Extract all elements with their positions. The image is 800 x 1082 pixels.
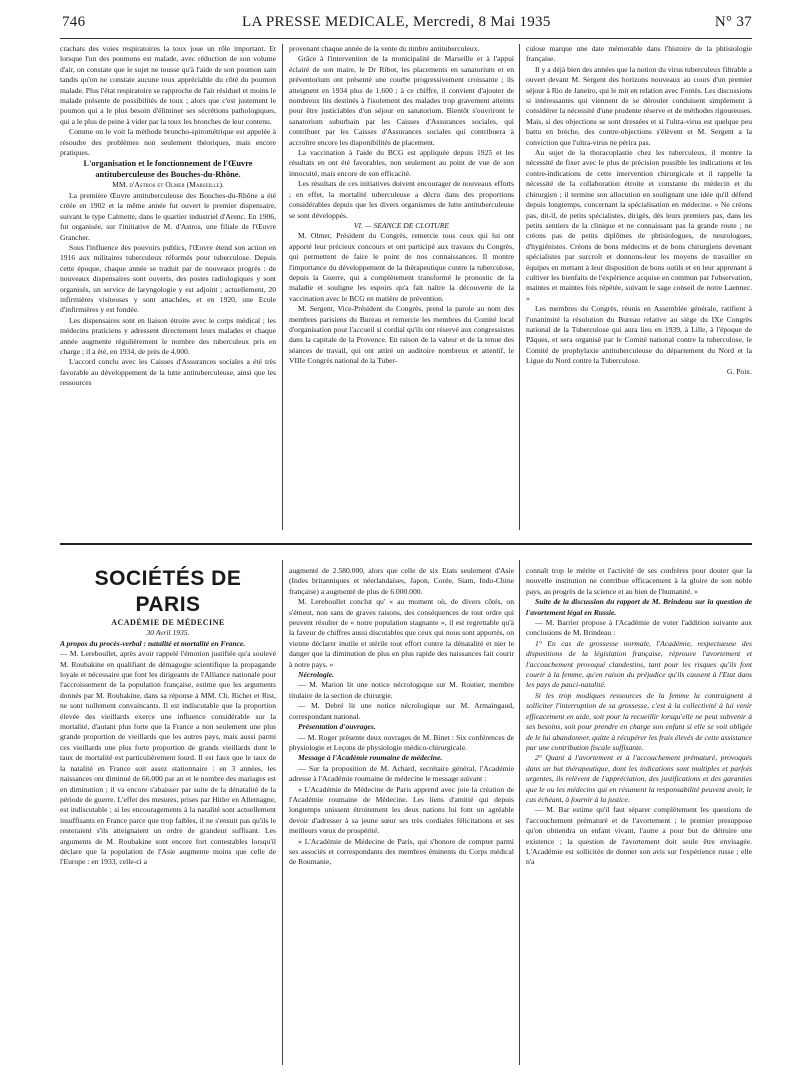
column-divider <box>519 44 520 530</box>
bottom-column-3 <box>526 566 752 1066</box>
paragraph: M. Lereboullet conclut qu' « au moment où, de divers côtés, on s'émeut, non sans de graves raisons, des conséquences de tout ordre qui peuvent résulter de « notre population stagnante », il est regrettable qu'à la faveur de chiffres aussi discutables que ceux qui nous sont apportés, on vienne déclarer inutile et stérile tout effort contre la dénatalité et nier le danger que la diminution de plus en plus rapide des naissances fait courir à notre pays. » <box>289 597 514 669</box>
paragraph: — M. Bar estime qu'il faut séparer complètement les questions de l'accouchement prématuré et de l'avortement ; le premier presuppose qu'on obtiendra un enfant vivant, l'autre a pour but de détruire une existence ; la question de l'avortement doit seule être envisagée. L'Académie est sollicitée de donner son avis sur l'expérience russe ; elle n'a <box>526 805 752 867</box>
paragraph: 1° En cas de grossesse normale, l'Académie, respectueuse des dispositions de la législation française, réprouve l'avortement et l'accouchement provoqué clandestins, tant pour les risques qu'ils font courir à la femme, qu'en raison du préjudice qu'ils causent à l'Etat dans les pays de pauci-natalité. <box>526 638 752 690</box>
paragraph: Il y a déjà bien des années que la notion du virus tuberculeux filtrable a ouvert devant M. Sergent des horizons nouveaux au cours d'un premier séjour à Rio de Janeiro, qui le mit en relation avec Fontès. Les discussions si intéressantes qui viennent de se dérouler conduisent simplement à considérer la nécessité d'une prudente réserve et de méthodes rigoureuses. Mais, si des objections se sont dressées et si l'ultra-virus est quelque peu battu en brèche, des contre-objections s'élèvent et M. Sergent a la conviction que l'ultra-virus ne périra pas. <box>526 64 752 147</box>
top-column-3 <box>526 44 752 534</box>
paragraph: Grâce à l'intervention de la municipalité de Marseille et à l'appui éclairé de son maire, le Dr Ribot, les placements en sanatorium et en préventorium ont présenté une courbe progressivement croissante ; ils atteignent en 1934 plus de 1.600 ; à ce chiffre, il convient d'ajouter de nombreux lits destinés à l'isolement des malades trop gravement atteints pour être justiciables d'un séjour en sanatorium. Bientôt s'ouvriront le sanatorium suburbain par les Caisses d'Assurances sociales, qui contribuer par les Caisses d'Assurances sociales qui contribuera à accroître encore les disponibilités de placement. <box>289 54 514 147</box>
paragraph: Les membres du Congrès, réunis en Assemblée générale, ratifient à l'unanimité la résolution du Bureau relative au siège du IXe Congrès national de la Tuberculose qui aura lieu en 1939, à Lille, à l'époque de Pâques, et sera organisé par le Comité national contre la tuberculose, le Comité de prophylaxie antituberculeuse du département du Nord et la Ligue du Nord contre la Tuberculose. <box>526 304 752 366</box>
paragraph: 2° Quant à l'avortement et à l'accouchement prématuré, provoqués dans un but thérapeutique, dont les indications sont multiples et parfois urgentes, ils relèvent de l'appréciation, des justifications et des garanties que le ou les médecins qui en résument la responsabilité peuvent avoir, le cas échéant, à fournir à la justice. <box>526 753 752 804</box>
header-rule <box>60 38 752 39</box>
paragraph: — M. Roger présente deux ouvrages de M. Binet : Six conférences de physiologie et Leçons de physiologie médico-chirurgicale. <box>289 732 514 752</box>
column-divider <box>282 44 283 530</box>
issue-number: N° 37 <box>714 14 752 30</box>
paragraph: culose marque une date mémorable dans l'histoire de la phtisiologie française. <box>526 44 752 64</box>
paragraph: Les dispensaires sont en liaison étroite avec le corps médical ; les médecins praticiens y adressent directement leurs malades et chaque année augmente régulièrement le nombre des tuberculeux pris en charge ; il a été, en 1934, de près de 4.000. <box>60 315 276 356</box>
page-number: 746 <box>62 14 86 30</box>
page-header <box>62 14 752 34</box>
paragraph: — M. Barrier propose à l'Académie de voter l'addition suivante aux conclusions de M. Brindeau : <box>526 618 752 638</box>
section-rule <box>60 543 752 545</box>
journal-title: LA PRESSE MEDICALE, Mercredi, 8 Mai 1935 <box>242 14 551 30</box>
topic-heading: Nécrologie. <box>298 670 335 680</box>
paragraph: La première Œuvre antituberculeuse des Bouches-du-Rhône a été créée en 1902 et la même année fut ouvert le premier dispensaire, suivant le type Calmette, dans le quartier industriel d'Arenc. En 1906, fut organisée, sur l'initiative de M. d'Astros, une filiale de l'Œuvre Grancher. <box>60 190 276 242</box>
paragraph: Sous l'influence des pouvoirs publics, l'Œuvre étend son action en 1916 aux militaires tuberculeux réformés pour tuberculose. Depuis cette époque, chaque année se traduit par de nouveaux progrès : de nouveaux dispensaires sont ouverts, des postes radiologiques y sont organisés, un service de laryngologie y est adjoint ; actuellement, 20 infirmières visiteuses y sont attachées, et en 1920, une Ecole d'infirmières y est fondée. <box>60 242 276 315</box>
topic-heading: A propos du procès-verbal : natalité et mortalité en France. <box>60 638 246 648</box>
topic-heading: Suite de la discussion du rapport de M. Brindeau sur la question de l'avortement légal en Russie. <box>526 597 752 617</box>
session-date: 30 Avril 1935. <box>146 628 190 638</box>
paragraph: — M. Lereboullet, après avoir rappelé l'émotion justifiée qu'a soulevé M. Roubakine en qualifiant de démagogie scientifique la propagande loyale et nécessaire que font les dirigeants de l'Alliance nationale pour l'accroissement de la population française, estime que les arguments donnés par M. Roubakine, dans sa réponse à MM. Ch. Richet et Rist, ne sont nullement convaincants. Il est indiscutable que la proportion élevée des vieillards exerce une influence considérable sur la mortalité, d'autant plus forte que la France a non seulement une plus grande proportion de vieillards que les autres pays, mais aussi parmi ces vieillards une plus forte proportion de grands vieillards dont le taux de mortalité est particulièrement lourd. Il est faux que le taux de la natalité en France soit assez stationnaire : en 3 années, les naissances ont diminué de 66.000 par an et le nombre des mariages est en diminution ; il va encore s'abaisser par suite de la dénatalité de la période de guerre. L'effet des mesures, prises par Hitler en Allemagne, est indiscutable ; si les encouragements à la natalité sont actuellement insuffisants en France parce que trop faibles, il ne s'ensuit pas qu'ils le resteraient s'ils atteignaient un ordre de grandeur suffisant. Les arguments de M. Roubakine sont encore fort contestables lorsqu'il déclare que la population de l'Asie augmente moins que celle de l'Europe : en 1933, celle-ci a <box>60 649 276 867</box>
article-authors: MM. d'Astros et Olmer (Marseille). <box>112 180 224 190</box>
paragraph: « L'Académie de Médecine de Paris, qui s'honore de compter parmi ses associés et correspondants des membres éminents du Corps médical de Roumanie, <box>289 836 514 867</box>
paragraph: — M. Debré lit une notice nécrologique sur M. Armaingaud, correspondant national. <box>289 701 514 721</box>
paragraph: Au sujet de la thoracoplastie chez les tuberculeux, il montre la nécessité de fixer avec le plus de précision possible les indications et les contre-indications de cette intervention chirurgicale et il rappelle la nécessité de la collaboration étroite et constante du médecin et du chirurgien ; il termine son allocution en soulignant une idée qu'il défend depuis longtemps, concernant la spécialisation en médecine. « Ne créons pas, dit-il, de petits spécialistes, dirigés, dès leurs premiers pas, dans les petits sentiers de la clinique et ne connaissant pas la grande route ; ne créons pas de petits diplômes de phtisiologues, de neurologues, d'hygiénistes. Créons de bons médecins et de bons chirurgiens devenant spécialistes par surcroît et donnons-leur les moyens de travailler en équipes en mettant à leur disposition de bons outils et en leur apprenant à cultiver les bienfaits de l'expérience acquise en commun par l'observation, maintes et maintes fois répétée, suivant le sage conseil de notre Laennec. » <box>526 148 752 303</box>
topic-heading: Présentation d'ouvrages. <box>298 722 376 732</box>
article-heading: L'organisation et le fonctionnement de l'Œuvre antituberculeuse des Bouches-du-Rhône. <box>83 159 253 180</box>
paragraph: « L'Académie de Médecine de Paris apprend avec joie la création de l'Académie roumaine de Médecine. Les liens d'amitié qui depuis longtemps unissent étroitement les deux nations lui font un agréable devoir d'adresser à sa jeune sœur ses très cordiales félicitations et ses meilleurs vœux de prospérité. <box>289 784 514 836</box>
signature: G. Poix. <box>726 366 752 376</box>
paragraph: M. Olmer, Président du Congrès, remercie tous ceux qui lui ont apporté leur précieux concours et ont participé aux travaux du Congrès, qui permettent de faire le point de nos connaissances. Il montre l'importance du développement de la thérapeutique contre la tuberculose, depuis la Guerre, qui a complètement transformé le pronostic de la maladie et souligne les espoirs qu'a fait naître la découverte de la vaccination avec le BCG en matière de prévention. <box>289 231 514 303</box>
paragraph: M. Sergent, Vice-Président du Congrès, prend la parole au nom des membres parisiens du Bureau et remercie les membres du Comité local d'organisation pour l'accueil si cordial qu'ils ont réservé aux congressistes dans la capitale de la Provence. En raison de la valeur et de la tenue des séances de travail, qui ont attiré un auditoire nombreux et attentif, le VIIIe Congrès national de la Tuber- <box>289 304 514 366</box>
bottom-column-2 <box>289 566 514 1066</box>
paragraph: connaît trop le mérite et l'activité de ses confrères pour douter que la nouvelle institution ne contribue efficacement à la gloire de son noble pays, au progrès de la science et au bien de l'humanité. » <box>526 566 752 596</box>
top-column-1 <box>60 44 276 534</box>
paragraph: Comme on le voit la méthode broncho-spirométrique est appelée à résoudre des problèmes non seulement théoriques, mais encore pratiques. <box>60 127 276 158</box>
top-column-2 <box>289 44 514 534</box>
society-name: ACADÉMIE DE MÉDECINE <box>111 618 225 627</box>
column-divider <box>519 560 520 1065</box>
paragraph: provenant chaque année de la vente du timbre antituberculeux. <box>289 44 480 53</box>
paragraph: Les résultats de ces initiatives doivent encourager de nouveaux efforts ; en effet, la mortalité tuberculeuse a décru dans des proportions considérables depuis que les divers organismes de lutte antituberculeuse se sont développés. <box>289 179 514 220</box>
paragraph: — Sur la proposition de M. Achard, secrétaire général, l'Académie adresse à l'Académie roumaine de médecine le message suivant : <box>289 763 514 784</box>
column-divider <box>282 560 283 1065</box>
paragraph: La vaccination à l'aide du BCG est appliquée depuis 1925 et les résultats en ont été favorables, non seulement au point de vue de son innocuité, mais encore de son efficacité. <box>289 148 514 178</box>
bottom-column-1 <box>60 566 276 1066</box>
paragraph: crachats des voies respiratoires la toux joue un rôle important. Et lorsque l'un des poumons est malade, avec réduction de son volume d'air, on constate que le sujet ne tousse qu'à l'aide de son poumon sain tandis qu'on ne constate aucune toux appréciable du côté du poumon malade. Plus l'état respiratoire se rapproche de l'air résiduel et moins le malade présente de possibilités de toux ; alors que c'est justement le poumon qui a le plus besoin d'éliminer ses sécrétions pathologiques, qui a le plus de peine à vider par la toux les bronches de leur contenu. <box>60 44 276 126</box>
section-title: SOCIÉTÉS DE PARIS <box>94 567 242 616</box>
paragraph: — M. Marion lit une notice nécrologique sur M. Routier, membre titulaire de la section de chirurgie. <box>289 680 514 700</box>
topic-heading: Message à l'Académie roumaine de médecine. <box>298 753 443 763</box>
paragraph: augmenté de 2.580.000, alors que celle de six Etats seulement d'Asie (Indes britanniques et néerlandaises, Japon, Corée, Siam, Indo-Chine française) a augmenté de plus de 6.000.000. <box>289 566 514 596</box>
paragraph: L'accord conclu avec les Caisses d'Assurances sociales a été très favorable au développement de la lutte antituberculeuse, ainsi que les ressources <box>60 357 276 388</box>
paragraph: Si les trop modiques ressources de la femme la contraignent à solliciter l'interruption de sa grossesse, c'est à la collectivité à lui venir efficacement en aide, soit pour la recueillir lorsqu'elle ne peut subvenir à ses besoins, soit pour prendre en charge son enfant si elle se voit obligée de le lui abandonner, quitte à récupérer les frais élevés de cette assistance par une contribution fiscale suffisante. <box>526 690 752 752</box>
section-heading: VI. — SEANCE DE CLOTURE <box>353 220 450 230</box>
